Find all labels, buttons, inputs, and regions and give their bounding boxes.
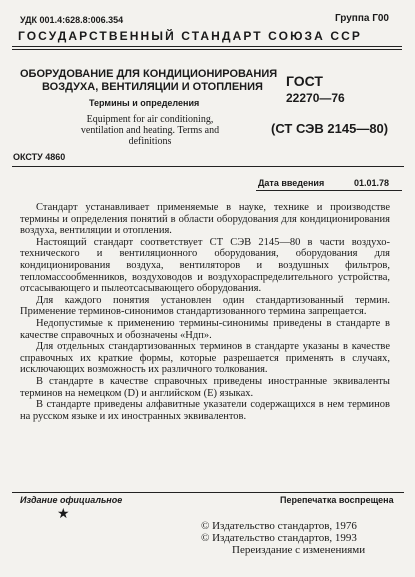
gost-label: ГОСТ: [286, 73, 323, 89]
paragraph: В стандарте приведены алфавитные указатели содержащихся в нем терминов на русском языке и их иностранных эквивалентов.: [20, 399, 390, 422]
paragraph: Настоящий стандарт соответствует СТ СЭВ 2145—80 в части воздухо-технического и вентиляционного оборудования, оборудования для кондиционирования воздуха, вентиляторов и воздушных фильтров, тепломассообменников, воздуховодов и воздухораспределительного устройства, отсасывающего и пылеотсасывающего оборудования.: [20, 236, 390, 295]
effective-date-value: 01.01.78: [354, 178, 390, 188]
udk-code: УДК 001.4:628.8:006.354: [20, 15, 124, 25]
section-rule: [12, 166, 404, 167]
header-rule-thin: [12, 49, 402, 50]
sev-reference: (СТ СЭВ 2145—80): [271, 121, 389, 136]
effective-date-label: Дата введения: [258, 178, 325, 188]
paragraph: Для каждого понятия установлен один стандартизованный термин. Применение терминов-синонимов стандартизованного термина запрещается.: [20, 294, 390, 318]
reissue-note: Переиздание с изменениями: [232, 544, 366, 556]
header-rule: [12, 46, 402, 47]
copyright-1976: © Издательство стандартов, 1976: [201, 520, 357, 532]
star-icon: ★: [57, 507, 70, 522]
document-subtitle: Термины и определения: [89, 98, 200, 108]
official-edition-label: Издание официальное: [20, 495, 123, 505]
group-code: Группа Г00: [334, 13, 389, 24]
document-body: [20, 202, 390, 422]
okstu-code: ОКСТУ 4860: [13, 152, 66, 162]
paragraph: Недопустимые к применению термины-синонимы приведены в стандарте в качестве справочных и обозначены «Ндп».: [20, 317, 390, 341]
document-title-line2: ВОЗДУХА, ВЕНТИЛЯЦИИ И ОТОПЛЕНИЯ: [42, 81, 263, 93]
footer-rule: [12, 492, 404, 493]
paragraph: В стандарте в качестве справочных приведены иностранные эквиваленты терминов на немецком (D) и английском (E) языках.: [20, 375, 390, 399]
paragraph: Стандарт устанавливает применяемые в науке, технике и производстве термины и определения понятий в области оборудования для кондиционирования воздуха, вентиляции и отопления.: [20, 202, 390, 237]
gost-number: 22270—76: [286, 91, 345, 105]
reprint-prohibited-label: Перепечатка воспрещена: [280, 495, 394, 505]
date-rule: [256, 190, 402, 191]
english-title: Equipment for air conditioning, ventilation and heating. Terms and definitions: [80, 114, 220, 147]
paragraph: Для отдельных стандартизованных терминов в стандарте указаны в качестве справочных их краткие формы, которые разрешается применять в случаях, исключающих возможность их различного толкования.: [20, 341, 390, 376]
document-title-line1: ОБОРУДОВАНИЕ ДЛЯ КОНДИЦИОНИРОВАНИЯ: [20, 68, 278, 80]
copyright-1993: © Издательство стандартов, 1993: [201, 532, 357, 544]
standard-org-header: ГОСУДАРСТВЕННЫЙ СТАНДАРТ СОЮЗА ССР: [18, 29, 362, 43]
